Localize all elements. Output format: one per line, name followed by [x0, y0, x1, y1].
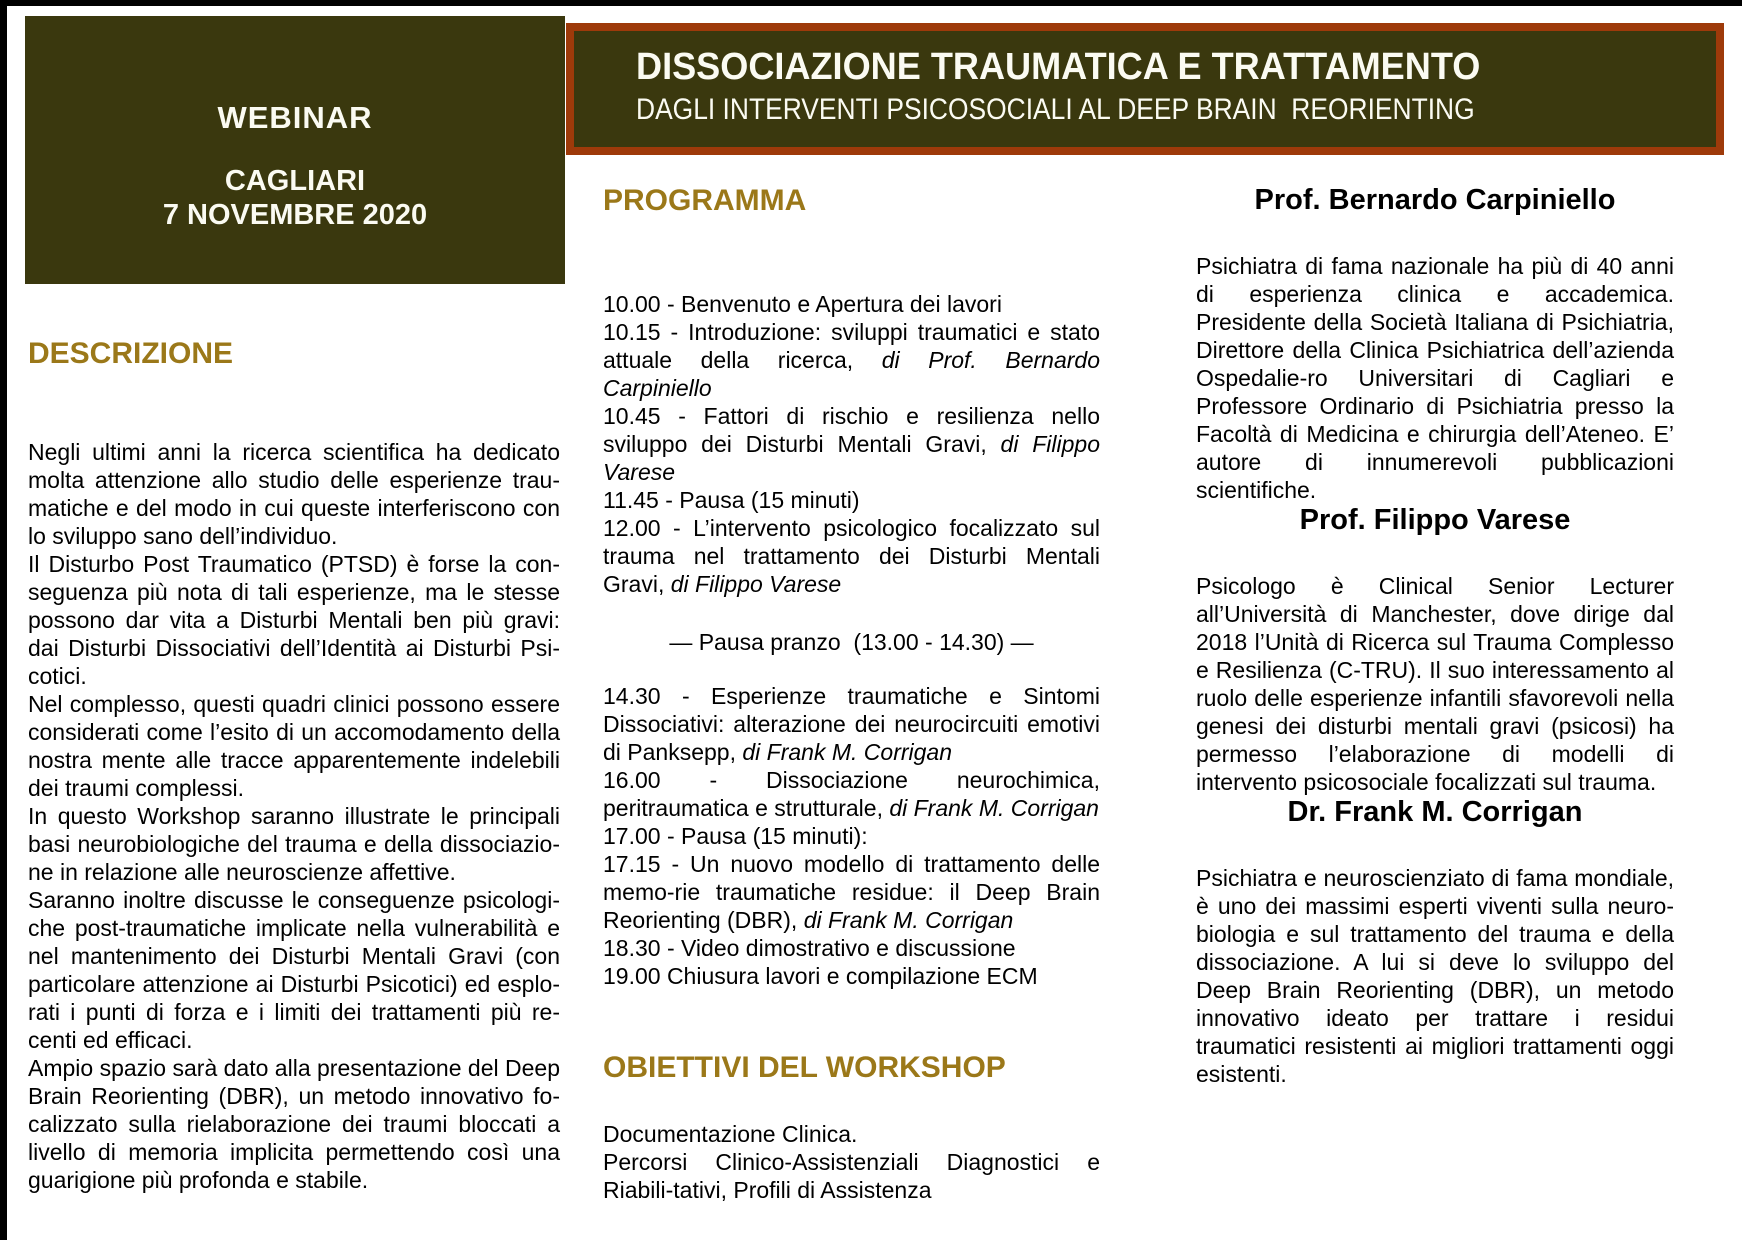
webinar-banner: [25, 16, 565, 284]
schedule-item: [603, 766, 1100, 822]
schedule-item-author: di Frank M. Corrigan: [803, 907, 1014, 933]
schedule-item-author: di Filippo Varese: [603, 431, 1101, 485]
speaker-block: [1196, 796, 1674, 1088]
schedule-item-text: 10.00 - Benvenuto e Apertura dei lavori: [603, 291, 1002, 317]
schedule-item: [603, 934, 1100, 962]
speaker-name: Dr. Frank M. Corrigan: [1287, 796, 1583, 828]
webinar-date: 7 NOVEMBRE 2020: [162, 199, 428, 231]
obiettivi-line: Percorsi Clinico-Assistenziali Diagnostici e Riabili-tativi, Profili di Assistenza: [603, 1149, 1100, 1203]
descrizione-section: [28, 338, 560, 1194]
schedule-item: [603, 850, 1100, 934]
webinar-label: WEBINAR: [217, 100, 373, 135]
schedule-item-author: di Prof. Bernardo Carpiniello: [603, 347, 1100, 401]
schedule-item-text: 14.30 - Esperienze traumatiche e Sintomi Dissociativi: alterazione dei neurocircuiti emotivi di Panksepp,: [603, 683, 1100, 765]
speaker-name: Prof. Filippo Varese: [1299, 504, 1571, 536]
speaker-bio: Psichiatra di fama nazionale ha più di 40 anni di esperienza clinica e accademica. Presidente della Società Italiana di Psichiatria, Direttore della Clinica Psichiatrica dell’azienda Ospedalie-ro Universitari di Cagliari e Professore Ordinario di Psichiatria presso la Facoltà di Medicina e chirurgia dell’Ateneo. E’ autore di innumerevoli pubblicazioni scientifiche.: [1196, 253, 1674, 503]
obiettivi-heading: OBIETTIVI DEL WORKSHOP: [603, 1051, 1006, 1084]
speaker-bio: Psicologo è Clinical Senior Lecturer all’Università di Manchester, dove dirige dal 2018 l’Unità di Ricerca sul Trauma Complesso e Resilienza (C-TRU). Il suo interessamento al ruolo delle esperienze infantili sfavorevoli nella genesi dei disturbi mentali gravi (psicosi) ha permesso l’elaborazione di modelli di intervento psicosociale focalizzati sul trauma.: [1196, 573, 1674, 795]
schedule-item-author: di Frank M. Corrigan: [889, 795, 1099, 821]
schedule-item-text: 10.15 - Introduzione: sviluppi traumatici e stato attuale della ricerca,: [603, 319, 1100, 373]
schedule-item-text: 10.45 - Fattori di rischio e resilienza nello sviluppo dei Disturbi Mentali Gravi,: [603, 403, 1100, 457]
schedule-item-text: 19.00 Chiusura lavori e compilazione ECM: [603, 963, 1038, 989]
speaker-name: Prof. Bernardo Carpiniello: [1254, 184, 1616, 216]
title-banner: [566, 23, 1724, 155]
descrizione-paragraph: In questo Workshop saranno illustrate le principali basi neurobiologiche del trauma e della dissociazio-ne in relazione alle neuroscienze affettive.: [28, 803, 560, 885]
schedule-item-text: 16.00 - Dissociazione neurochimica, peritraumatica e strutturale,: [603, 767, 1100, 821]
webinar-city: CAGLIARI: [224, 165, 366, 197]
descrizione-paragraph: Nel complesso, questi quadri clinici possono essere considerati come l’esito di un accomodamento della nostra mente alle tracce apparentemente indelebili dei traumi complessi.: [28, 691, 560, 801]
obiettivi-line: Documentazione Clinica.: [603, 1121, 858, 1147]
page-border-top-line: [0, 0, 1742, 6]
schedule-item: [603, 822, 1100, 850]
schedule-item: [603, 682, 1100, 766]
programma-section: [603, 185, 1100, 1204]
schedule-item-text: 18.30 - Video dimostrativo e discussione: [603, 935, 1016, 961]
schedule-item: [603, 290, 1100, 318]
descrizione-paragraph: Negli ultimi anni la ricerca scientifica ha dedicato molta attenzione allo studio delle esperienze trau-matiche e del modo in cui queste interferiscono con lo sviluppo sano dell’individuo.: [28, 439, 560, 549]
schedule-item: [603, 514, 1100, 598]
speaker-block: [1196, 184, 1674, 504]
programma-schedule: [603, 290, 1100, 990]
page-border-left-line: [0, 0, 7, 1240]
speakers-section: [1196, 184, 1674, 1088]
schedule-item-text: 11.45 - Pausa (15 minuti): [603, 487, 860, 513]
schedule-item-text: 17.00 - Pausa (15 minuti):: [603, 823, 868, 849]
speaker-bio: Psichiatra e neuroscienziato di fama mondiale, è uno dei massimi esperti viventi sulla neuro-biologia e sul trattamento del trauma e della dissociazione. A lui si deve lo sviluppo del Deep Brain Reorienting (DBR), un metodo innovativo ideato per trattare i residui traumatici resistenti ai migliori trattamenti oggi esistenti.: [1196, 865, 1674, 1087]
descrizione-paragraph: Saranno inoltre discusse le conseguenze psicologi-che post-traumatiche implicate nella vulnerabilità e nel mantenimento dei Disturbi Mentali Gravi (con particolare attenzione ai Disturbi Psicotici) ed esplo-rati i punti di forza e i limiti dei trattamenti più re-centi ed efficaci.: [28, 887, 560, 1053]
descrizione-paragraph: Ampio spazio sarà dato alla presentazione del Deep Brain Reorienting (DBR), un metodo innovativo fo-calizzato sulla rielaborazione dei traumi bloccati a livello di memoria implicita permettendo così una guarigione più profonda e stabile.: [28, 1055, 560, 1193]
schedule-item-text: 12.00 - L’intervento psicologico focalizzato sul trauma nel trattamento dei Disturbi Mentali Gravi,: [603, 515, 1100, 597]
schedule-item: [603, 962, 1100, 990]
descrizione-heading: DESCRIZIONE: [28, 337, 234, 370]
schedule-item: [603, 318, 1100, 402]
descrizione-body: [28, 438, 560, 1194]
schedule-item: [603, 486, 1100, 514]
schedule-item: [603, 402, 1100, 486]
lunch-break-line: — Pausa pranzo (13.00 - 14.30) —: [669, 629, 1034, 655]
schedule-item-author: di Filippo Varese: [670, 571, 842, 597]
schedule-item-author: di Frank M. Corrigan: [742, 739, 952, 765]
event-title: DISSOCIAZIONE TRAUMATICA E TRATTAMENTO: [636, 46, 1481, 88]
descrizione-paragraph: Il Disturbo Post Traumatico (PTSD) è forse la con-seguenza più nota di tali esperienze, ma le stesse possono dar vita a Disturbi Mentali ben più gravi: dai Disturbi Dissociativi dell’Identità ai Disturbi Psi-cotici.: [28, 551, 560, 689]
schedule-item-text: 17.15 - Un nuovo modello di trattamento delle memo-rie traumatiche residue: il Deep Brain Reorienting (DBR),: [603, 851, 1100, 933]
event-subtitle: DAGLI INTERVENTI PSICOSOCIALI AL DEEP BRAIN REORIENTING: [636, 93, 1475, 126]
speaker-block: [1196, 504, 1674, 796]
programma-heading: PROGRAMMA: [603, 184, 807, 217]
